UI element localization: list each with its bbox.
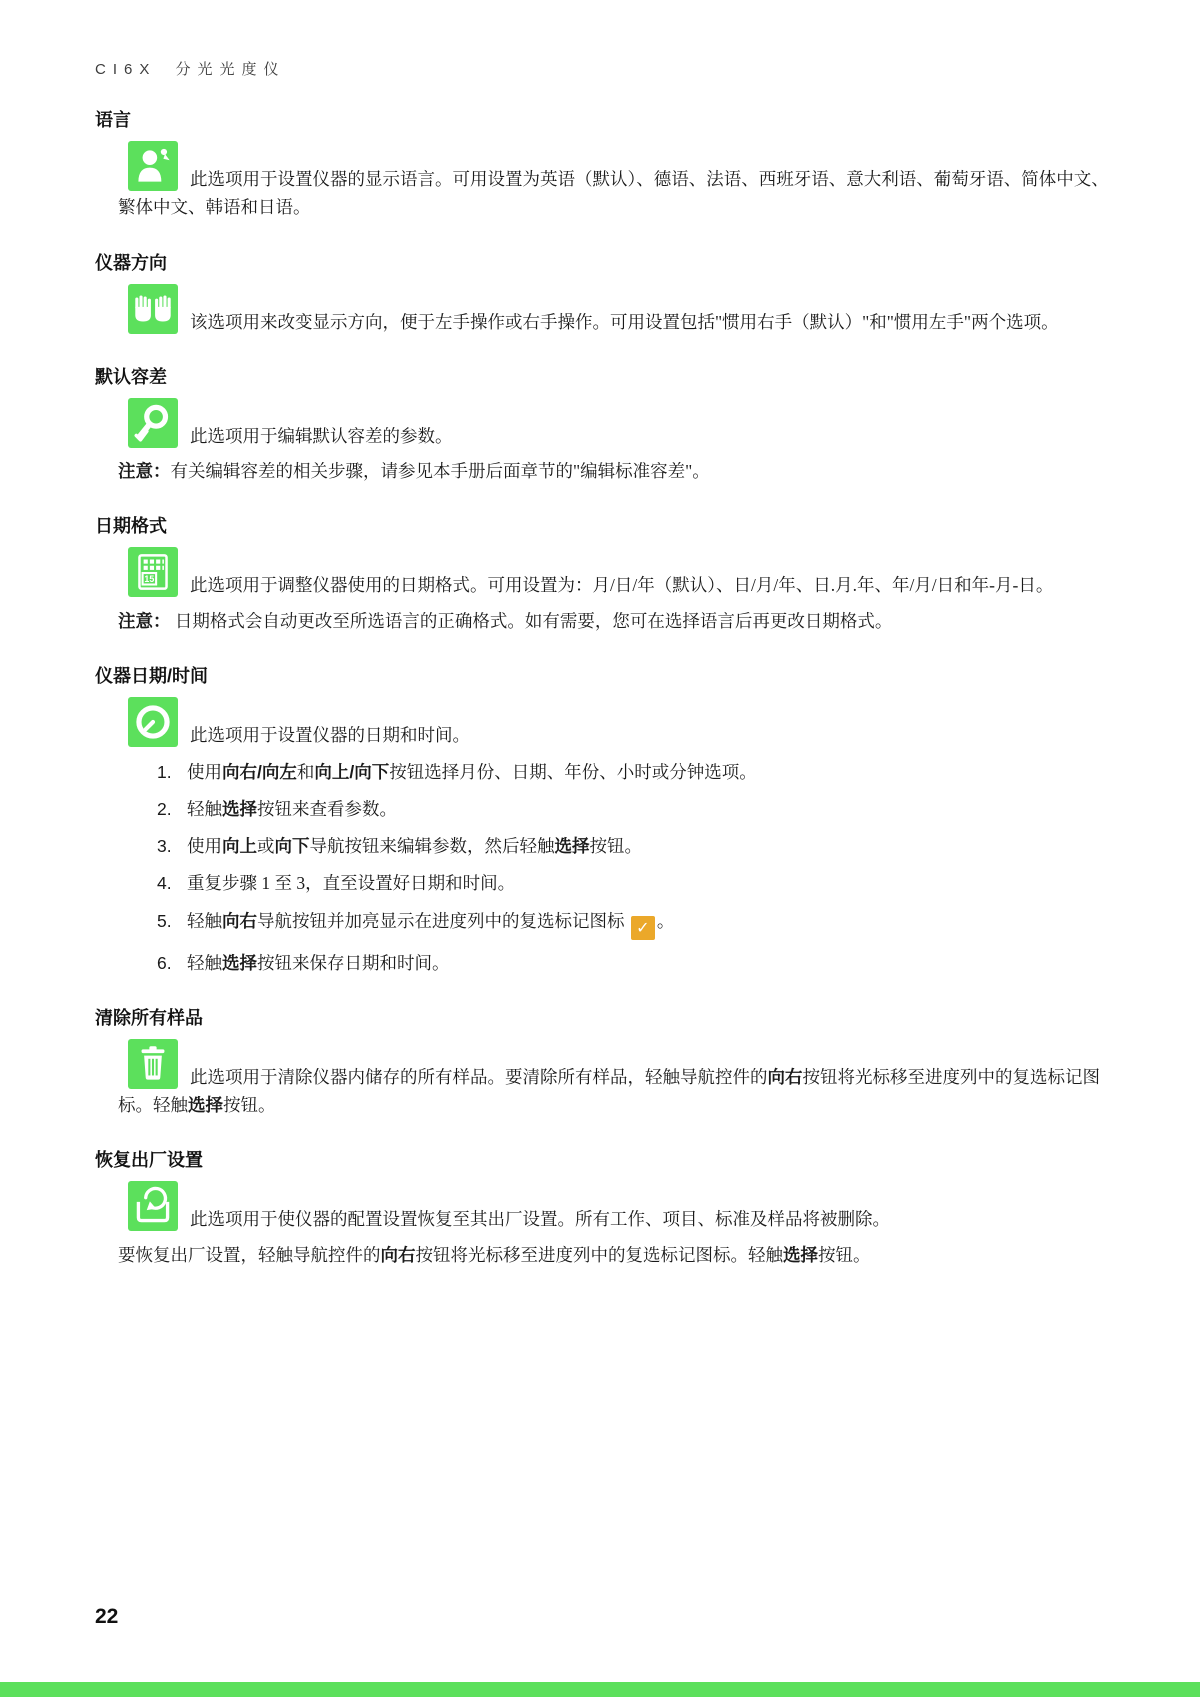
section-paragraph (118, 284, 1110, 336)
step-text (187, 833, 1110, 860)
step-number: 4. (157, 873, 172, 894)
button-name-text: 向上/向下 (314, 762, 390, 783)
body-text: 和 (296, 762, 315, 783)
manual-section (95, 363, 1110, 485)
body-text: 按钮来保存日期和时间。 (257, 952, 450, 973)
body-text: 使用 (187, 762, 222, 783)
footer-green-bar (0, 1682, 1200, 1697)
doc-header: CI6X 分光光度仪 (95, 61, 286, 78)
body-text: 轻触 (187, 799, 222, 820)
body-text: 按钮。 (223, 1095, 276, 1116)
numbered-steps (157, 759, 1110, 977)
section-paragraph (118, 1039, 1110, 1120)
body-text: 按钮将光标移至进度列中的复选标记图标。轻触 (118, 1066, 1100, 1116)
body-text: 按钮选择月份、日期、年份、小时或分钟选项。 (389, 762, 757, 783)
section-paragraph (118, 398, 1110, 450)
section-heading: 默认容差 (95, 367, 167, 388)
svg-text:15: 15 (144, 574, 155, 585)
body-text: 此选项用于编辑默认容差的参数。 (190, 426, 453, 447)
body-text: 此选项用于使仪器的配置设置恢复至其出厂设置。所有工作、项目、标准及样品将被删除。 (190, 1209, 890, 1230)
step-number: 1. (157, 762, 172, 783)
button-name-text: 向上 (222, 836, 257, 857)
button-name-text: 向右 (767, 1066, 803, 1087)
step-row (157, 950, 1110, 977)
body-text: 导航按钮来编辑参数，然后轻触 (309, 836, 555, 857)
section-paragraph (118, 141, 1110, 222)
step-number: 6. (157, 952, 172, 973)
body-text: 按钮来查看参数。 (257, 799, 397, 820)
button-name-text: 选择 (222, 952, 257, 973)
clock-icon (128, 697, 178, 747)
step-text (187, 908, 1110, 940)
manual-section (95, 1004, 1110, 1120)
body-text: 按钮。 (589, 836, 642, 857)
button-name-text: 选择 (222, 799, 257, 820)
note (118, 457, 1110, 485)
button-name-text: 选择 (783, 1244, 818, 1265)
body-text: 有关编辑容差的相关步骤，请参见本手册后面章节的"编辑标准容差"。 (170, 461, 710, 482)
body-text: 轻触 (187, 910, 222, 931)
step-row (157, 908, 1110, 940)
trash-icon (128, 1039, 178, 1089)
button-name-text: 向右/向左 (222, 762, 297, 783)
body-text: 。 (656, 910, 675, 931)
factory-reset-icon (128, 1181, 178, 1231)
section-heading: 恢复出厂设置 (95, 1150, 203, 1171)
tolerance-magnifier-icon (128, 398, 178, 448)
step-row (157, 870, 1110, 897)
body-text: 此选项用于设置仪器的日期和时间。 (190, 724, 470, 745)
button-name-text: 向右 (380, 1244, 416, 1265)
step-text (187, 870, 1110, 897)
button-name-text: 向右 (222, 910, 257, 931)
section-heading: 仪器方向 (95, 252, 167, 273)
body-text: 要恢复出厂设置，轻触导航控件的 (118, 1244, 381, 1265)
page-number: 22 (95, 1605, 119, 1628)
body-text: 日期格式会自动更改至所选语言的正确格式。如有需要，您可在选择语言后再更改日期格式。 (170, 610, 893, 631)
body-text: 导航按钮并加亮显示在进度列中的复选标记图标 (257, 910, 629, 931)
section-paragraph (118, 1181, 1110, 1233)
section-heading: 日期格式 (95, 516, 167, 537)
button-name-text: 选择 (188, 1095, 223, 1116)
step-row (157, 759, 1110, 786)
sections-container (95, 106, 1110, 1269)
check-icon: ✓ (631, 916, 655, 940)
step-number: 5. (157, 910, 172, 931)
body-text: 重复步骤 1 至 3，直至设置好日期和时间。 (187, 873, 516, 894)
step-number: 3. (157, 836, 172, 857)
button-name-text: 注意： (118, 610, 171, 631)
section-paragraph (118, 697, 1110, 749)
step-number: 2. (157, 799, 172, 820)
section-heading: 清除所有样品 (95, 1007, 203, 1028)
language-person-icon (128, 141, 178, 191)
body-text: 或 (257, 836, 275, 857)
body-text: 按钮将光标移至进度列中的复选标记图标。轻触 (415, 1244, 783, 1265)
manual-section (95, 662, 1110, 977)
body-text: 此选项用于调整仪器使用的日期格式。可用设置为：月/日/年（默认）、日/月/年、日.月.年、年/月/日和年-月-日。 (190, 575, 1054, 596)
section-paragraph (118, 547, 1110, 599)
body-text: 此选项用于设置仪器的显示语言。可用设置为英语（默认）、德语、法语、西班牙语、意大利语、葡萄牙语、简体中文、繁体中文、韩语和日语。 (118, 169, 1109, 218)
body-text: 该选项用来改变显示方向，便于左手操作或右手操作。可用设置包括"惯用右手（默认）"和"惯用左手"两个选项。 (190, 311, 1059, 332)
section-heading: 仪器日期/时间 (95, 665, 209, 686)
button-name-text: 选择 (554, 836, 590, 857)
body-text: 轻触 (187, 952, 222, 973)
step-text (187, 950, 1110, 977)
section-paragraph-continued (118, 1241, 1110, 1269)
hands-orientation-icon (128, 284, 178, 334)
step-text (187, 759, 1110, 786)
button-name-text: 注意： (118, 461, 171, 482)
button-name-text: 向下 (274, 836, 310, 857)
body-text: 此选项用于清除仪器内储存的所有样品。要清除所有样品，轻触导航控件的 (190, 1066, 768, 1087)
section-heading: 语言 (95, 110, 131, 130)
page-content (95, 58, 1110, 1269)
note (118, 607, 1110, 635)
step-row (157, 833, 1110, 860)
body-text: 使用 (187, 836, 222, 857)
manual-section (95, 106, 1110, 222)
manual-section (95, 1146, 1110, 1268)
step-text (187, 796, 1110, 823)
manual-section (95, 512, 1110, 634)
calendar-icon (128, 547, 178, 597)
manual-section (95, 249, 1110, 336)
body-text: 按钮。 (818, 1244, 871, 1265)
step-row (157, 796, 1110, 823)
